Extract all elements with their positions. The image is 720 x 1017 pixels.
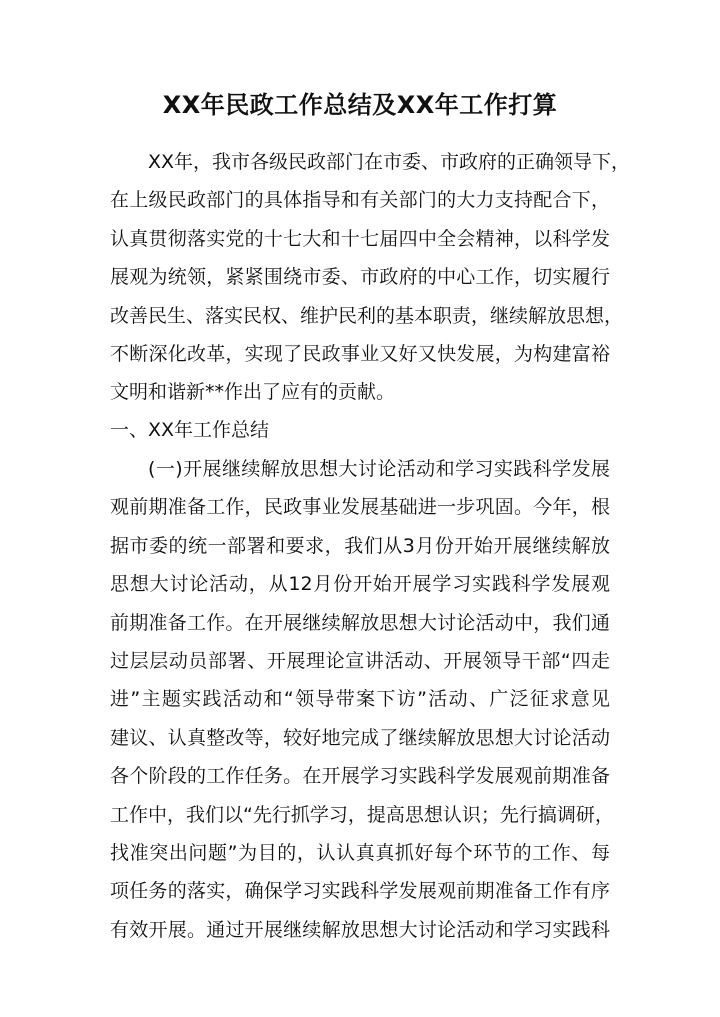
paragraph-line: 找准突出问题”为目的，认认真真抓好每个环节的工作、每 xyxy=(110,841,610,864)
section-heading: 一、XX年工作总结 xyxy=(110,419,270,441)
paragraph-line: 展观为统领，紧紧围绕市委、市政府的中心工作，切实履行 xyxy=(110,266,610,289)
paragraph-line: 在上级民政部门的具体指导和有关部门的大力支持配合下， xyxy=(110,189,610,212)
paragraph-line: 各个阶段的工作任务。在开展学习实践科学发展观前期准备 xyxy=(110,765,610,788)
paragraph-line: 不断深化改革，实现了民政事业又好又快发展，为构建富裕 xyxy=(110,342,610,365)
paragraph-line: 文明和谐新**作出了应有的贡献。 xyxy=(110,381,396,404)
paragraph-line: (一)开展继续解放思想大讨论活动和学习实践科学发展 xyxy=(148,458,610,480)
paragraph-line: 建议、认真整改等，较好地完成了继续解放思想大讨论活动 xyxy=(110,726,610,749)
paragraph-line: 工作中，我们以“先行抓学习，提高思想认识；先行搞调研， xyxy=(110,803,614,826)
paragraph-line: 据市委的统一部署和要求，我们从3月份开始开展继续解放 xyxy=(110,534,610,557)
paragraph-line: 进”主题实践活动和“领导带案下访”活动、广泛征求意见 xyxy=(110,688,610,711)
paragraph-line: 思想大讨论活动，从12月份开始开展学习实践科学发展观 xyxy=(110,573,610,596)
paragraph-line: 项任务的落实，确保学习实践科学发展观前期准备工作有序 xyxy=(110,880,610,903)
paragraph-line: 有效开展。通过开展继续解放思想大讨论活动和学习实践科 xyxy=(110,918,610,941)
section-paragraph xyxy=(110,450,614,949)
paragraph-line: 前期准备工作。在开展继续解放思想大讨论活动中，我们通 xyxy=(110,611,610,634)
paragraph-line: 改善民生、落实民权、维护民利的基本职责，继续解放思想， xyxy=(110,304,624,327)
paragraph-line: 观前期准备工作，民政事业发展基础进一步巩固。今年，根 xyxy=(110,496,610,519)
intro-paragraph xyxy=(110,143,631,412)
paragraph-line: 过层层动员部署、开展理论宣讲活动、开展领导干部“四走 xyxy=(110,649,610,672)
paragraph-line: XX年，我市各级民政部门在市委、市政府的正确领导下， xyxy=(148,151,631,173)
paragraph-line: 认真贯彻落实党的十七大和十七届四中全会精神，以科学发 xyxy=(110,227,610,250)
document-title: XX年民政工作总结及XX年工作打算 xyxy=(162,91,558,119)
